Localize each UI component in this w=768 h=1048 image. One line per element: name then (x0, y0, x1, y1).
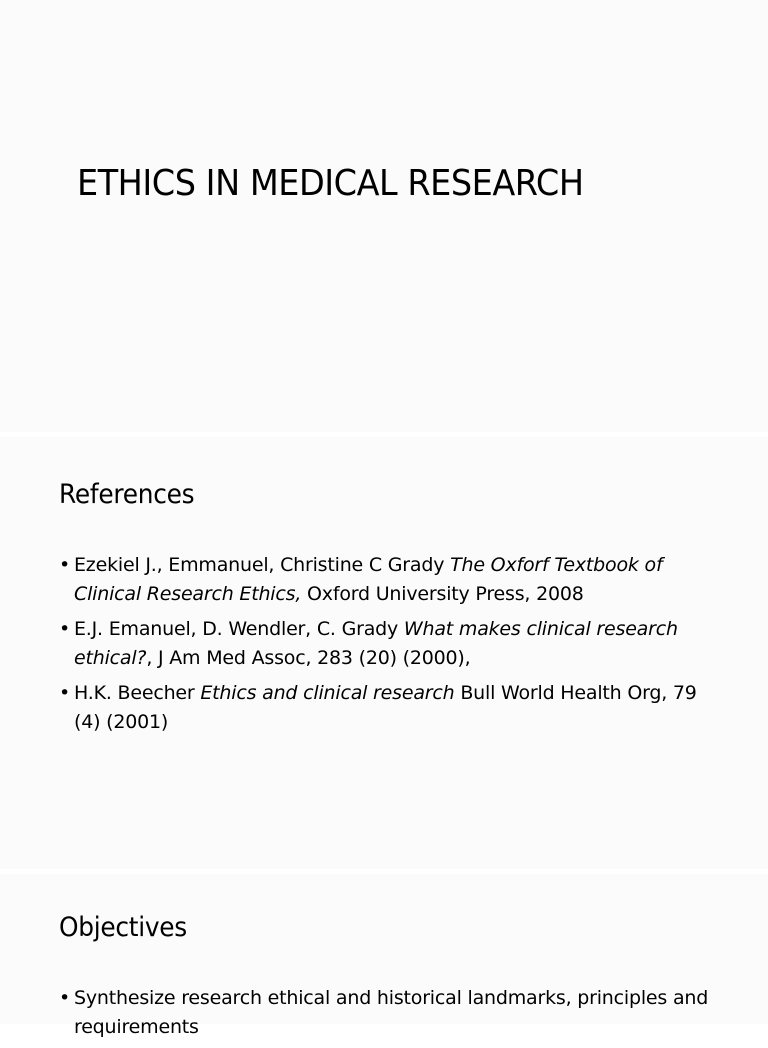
reference-authors: H.K. Beecher (74, 682, 201, 704)
bullet-icon: • (59, 682, 71, 704)
reference-item (59, 551, 709, 609)
slide-title: ETHICS IN MEDICAL RESEARCH (77, 163, 584, 204)
reference-source: Oxford University Press, 2008 (301, 583, 584, 605)
reference-item (59, 615, 709, 673)
objectives-list (59, 984, 709, 1048)
references-slide (0, 437, 768, 869)
reference-work-title: What makes clinical research ethical? (74, 618, 678, 669)
reference-work-title: Ethics and clinical research (200, 682, 455, 704)
reference-authors: Ezekiel J., Emmanuel, Christine C Grady (74, 554, 451, 576)
reference-source: Bull World Health Org, 79 (4) (2001) (74, 682, 697, 733)
reference-item (59, 679, 709, 737)
objective-text: Synthesize research ethical and historical landmarks, principles and requirements (74, 987, 709, 1038)
objective-item (59, 984, 709, 1042)
objectives-heading: Objectives (59, 912, 187, 943)
reference-source: , J Am Med Assoc, 283 (20) (2000), (146, 647, 471, 669)
bullet-icon: • (59, 987, 71, 1009)
bullet-icon: • (59, 554, 71, 576)
bullet-icon: • (59, 618, 71, 640)
title-slide (0, 0, 768, 432)
reference-authors: E.J. Emanuel, D. Wendler, C. Grady (74, 618, 404, 640)
references-heading: References (59, 479, 195, 510)
references-list (59, 551, 709, 743)
reference-work-title: The Oxforf Textbook of Clinical Research Ethics, (74, 554, 663, 605)
objectives-slide (0, 874, 768, 1038)
